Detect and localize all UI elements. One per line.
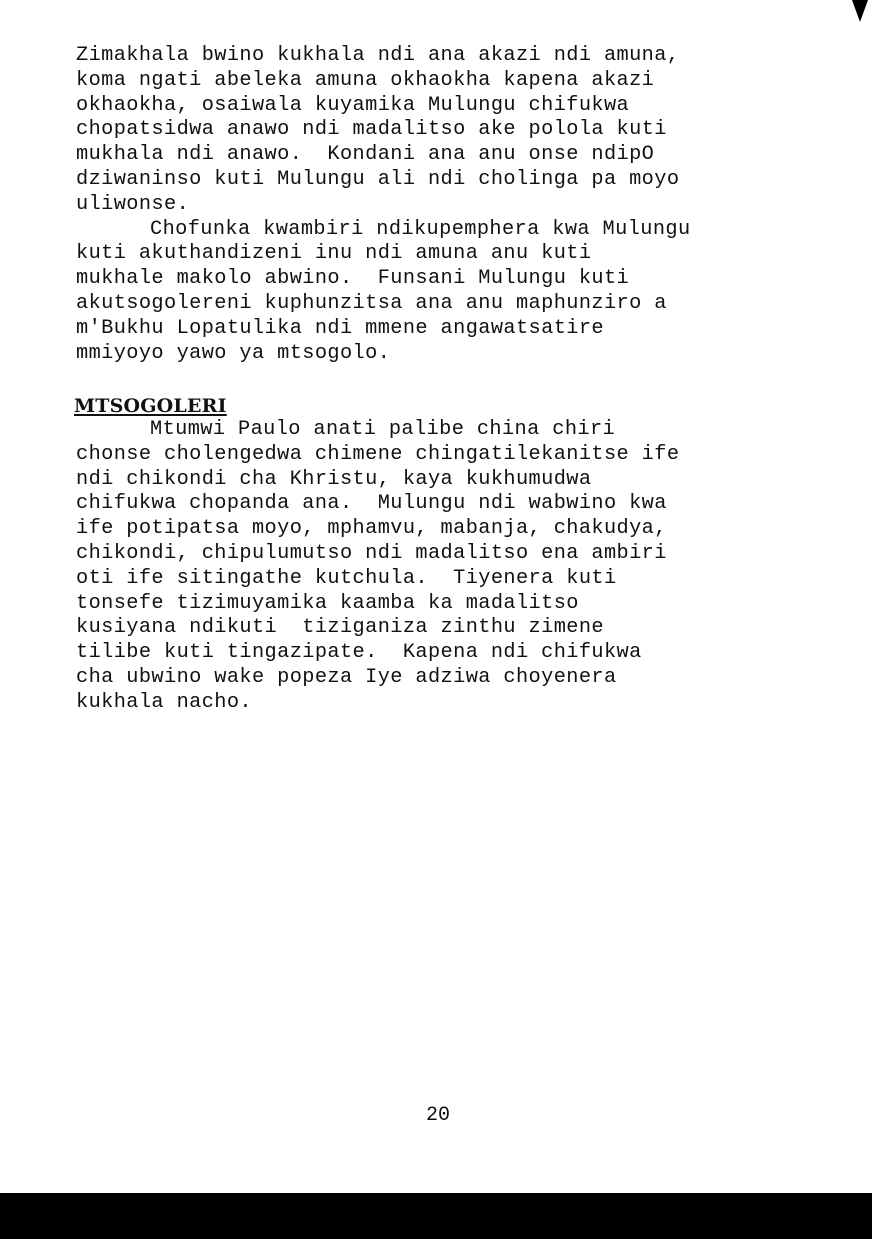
- text-line: tilibe kuti tingazipate. Kapena ndi chifukwa: [76, 641, 642, 665]
- text-line: akutsogolereni kuphunzitsa ana anu maphunziro a: [76, 291, 667, 315]
- page-number: 20: [425, 1104, 450, 1127]
- text-line: koma ngati abeleka amuna okhaokha kapena akazi: [76, 68, 655, 92]
- text-line: ndi chikondi cha Khristu, kaya kukhumudwa: [76, 467, 592, 491]
- text-line: kusiyana ndikuti tiziganiza zinthu zimene: [76, 616, 604, 640]
- text-line: ife potipatsa moyo, mphamvu, mabanja, chakudya,: [76, 517, 667, 541]
- scan-corner-mark: [852, 0, 868, 22]
- text-line: mukhala ndi anawo. Kondani ana anu onse ndipO: [76, 143, 655, 167]
- text-line: tonsefe tizimuyamika kaamba ka madalitso: [76, 591, 579, 615]
- text-line: m'Bukhu Lopatulika ndi mmene angawatsatire: [76, 316, 604, 340]
- text-line: dziwaninso kuti Mulungu ali ndi cholinga pa moyo: [76, 167, 680, 191]
- text-line: chifukwa chopanda ana. Mulungu ndi wabwino kwa: [76, 492, 667, 516]
- text-line: cha ubwino wake popeza Iye adziwa choyenera: [76, 665, 617, 689]
- paragraph-1: [76, 44, 816, 366]
- text-line: chonse cholengedwa chimene chingatilekanitse ife: [76, 442, 680, 466]
- text-line: kukhala nacho.: [76, 690, 252, 714]
- text-line: kuti akuthandizeni inu ndi amuna anu kuti: [76, 242, 592, 266]
- text-line: oti ife sitingathe kutchula. Tiyenera kuti: [76, 566, 617, 590]
- text-line: mukhale makolo abwino. Funsani Mulungu kuti: [76, 267, 630, 291]
- text-line: okhaokha, osaiwala kuyamika Mulungu chifukwa: [76, 93, 630, 117]
- section-heading: MTSOGOLERI: [74, 395, 227, 417]
- text-line: uliwonse.: [76, 192, 190, 216]
- section-body: [76, 418, 816, 716]
- scan-bottom-border: [0, 1193, 872, 1239]
- text-line: Zimakhala bwino kukhala ndi ana akazi ndi amuna,: [76, 44, 680, 67]
- text-line: mmiyoyo yawo ya mtsogolo.: [76, 341, 391, 365]
- text-line: Mtumwi Paulo anati palibe china chiri: [150, 418, 616, 441]
- text-line: chopatsidwa anawo ndi madalitso ake polola kuti: [76, 118, 667, 142]
- text-line: chikondi, chipulumutso ndi madalitso ena ambiri: [76, 541, 667, 565]
- text-line: Chofunka kwambiri ndikupemphera kwa Mulungu: [150, 217, 691, 241]
